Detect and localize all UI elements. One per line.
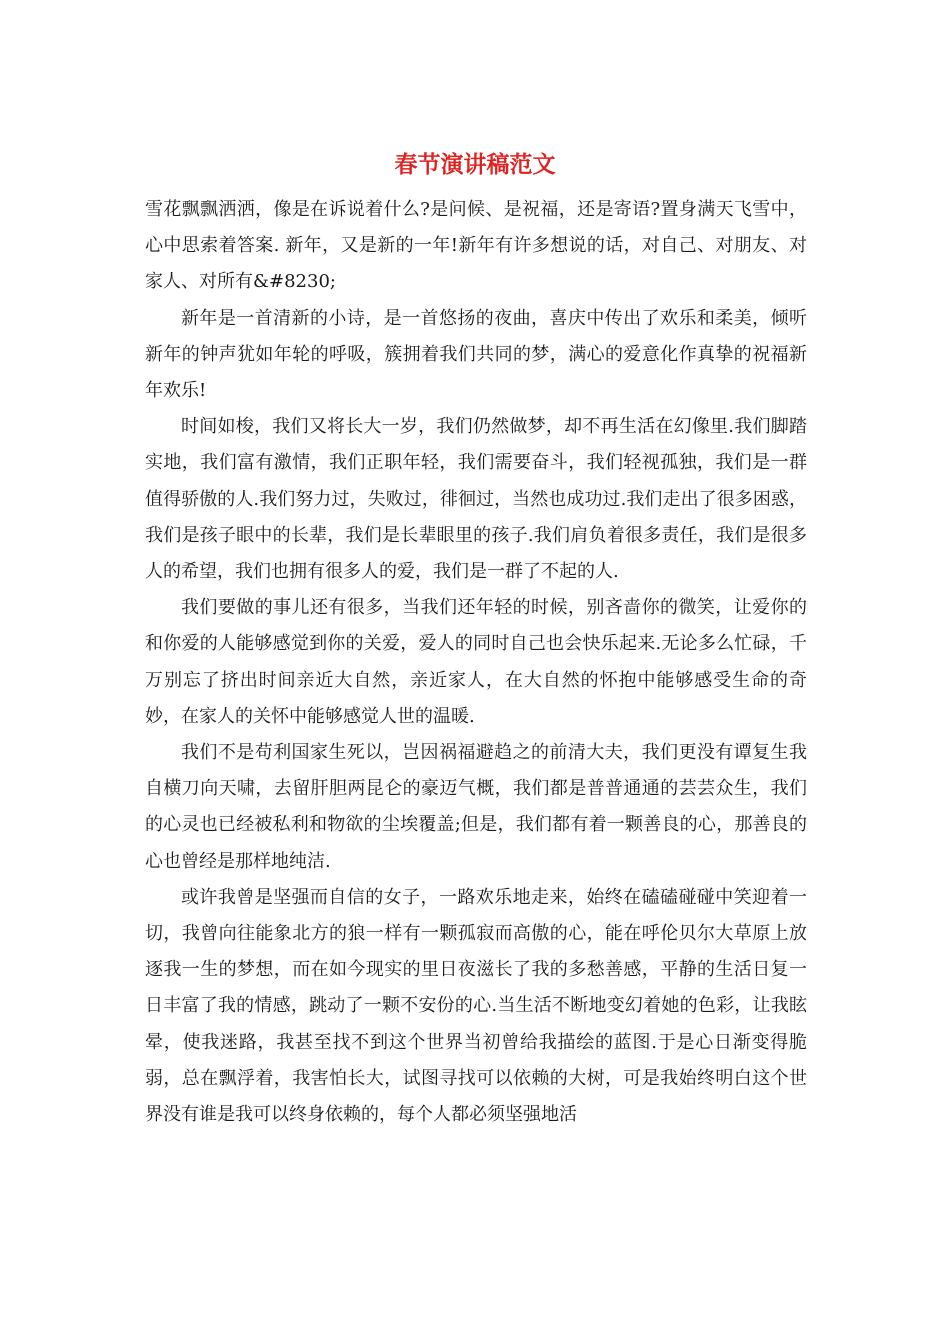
paragraph-4: 我们要做的事儿还有很多，当我们还年轻的时候，别吝啬你的微笑，让爱你的和你爱的人能够感觉到你的关爱，爱人的同时自己也会快乐起来.无论多么忙碌，千万别忘了挤出时间亲近大自然，亲近家人，在大自然的怀抱中能够感受生命的奇妙，在家人的关怀中能够感觉人世的温暖. — [145, 597, 807, 727]
paragraph-1: 雪花飘飘洒洒，像是在诉说着什么?是问候、是祝福，还是寄语?置身满天飞雪中，心中思索着答案. 新年，又是新的一年!新年有许多想说的话，对自己、对朋友、对家人、对所有&#8230; — [145, 199, 807, 293]
paragraph-2: 新年是一首清新的小诗，是一首悠扬的夜曲，喜庆中传出了欢乐和柔美，倾听新年的钟声犹如年轮的呼吸，簇拥着我们共同的梦，满心的爱意化作真挚的祝福新年欢乐! — [145, 307, 807, 402]
document-title: 春节演讲稿范文 — [394, 151, 556, 178]
paragraph-3: 时间如梭，我们又将长大一岁，我们仍然做梦，却不再生活在幻像里.我们脚踏实地，我们富有激情，我们正职年轻，我们需要奋斗，我们轻视孤独，我们是一群值得骄傲的人.我们努力过，失败过，徘徊过，当然也成功过.我们走出了很多困惑，我们是孩子眼中的长辈，我们是长辈眼里的孩子.我们肩负着很多责任，我们是很多人的希望，我们也拥有很多人的爱，我们是一群了不起的人. — [145, 416, 807, 583]
paragraph-5: 我们不是苟利国家生死以，岂因祸福避趋之的前清大夫，我们更没有谭复生我自横刀向天啸，去留肝胆两昆仑的豪迈气概，我们都是普普通通的芸芸众生，我们的心灵也已经被私利和物欲的尘埃覆盖;但是，我们都有着一颗善良的心，那善良的心也曾经是那样地纯洁. — [145, 742, 807, 872]
document-body — [145, 192, 807, 1133]
paragraph-6: 或许我曾是坚强而自信的女子，一路欢乐地走来，始终在磕磕碰碰中笑迎着一切，我曾向往能象北方的狼一样有一颗孤寂而高傲的心，能在呼伦贝尔大草原上放逐我一生的梦想，而在如今现实的里日夜滋长了我的多愁善感，平静的生活日复一日丰富了我的情感，跳动了一颗不安份的心.当生活不断地变幻着她的色彩，让我眩晕，使我迷路，我甚至找不到这个世界当初曾给我描绘的蓝图.于是心日渐变得脆弱，总在飘浮着，我害怕长大，试图寻找可以依赖的大树，可是我始终明白这个世界没有谁是我可以终身依赖的，每个人都必须坚强地活 — [145, 886, 807, 1126]
